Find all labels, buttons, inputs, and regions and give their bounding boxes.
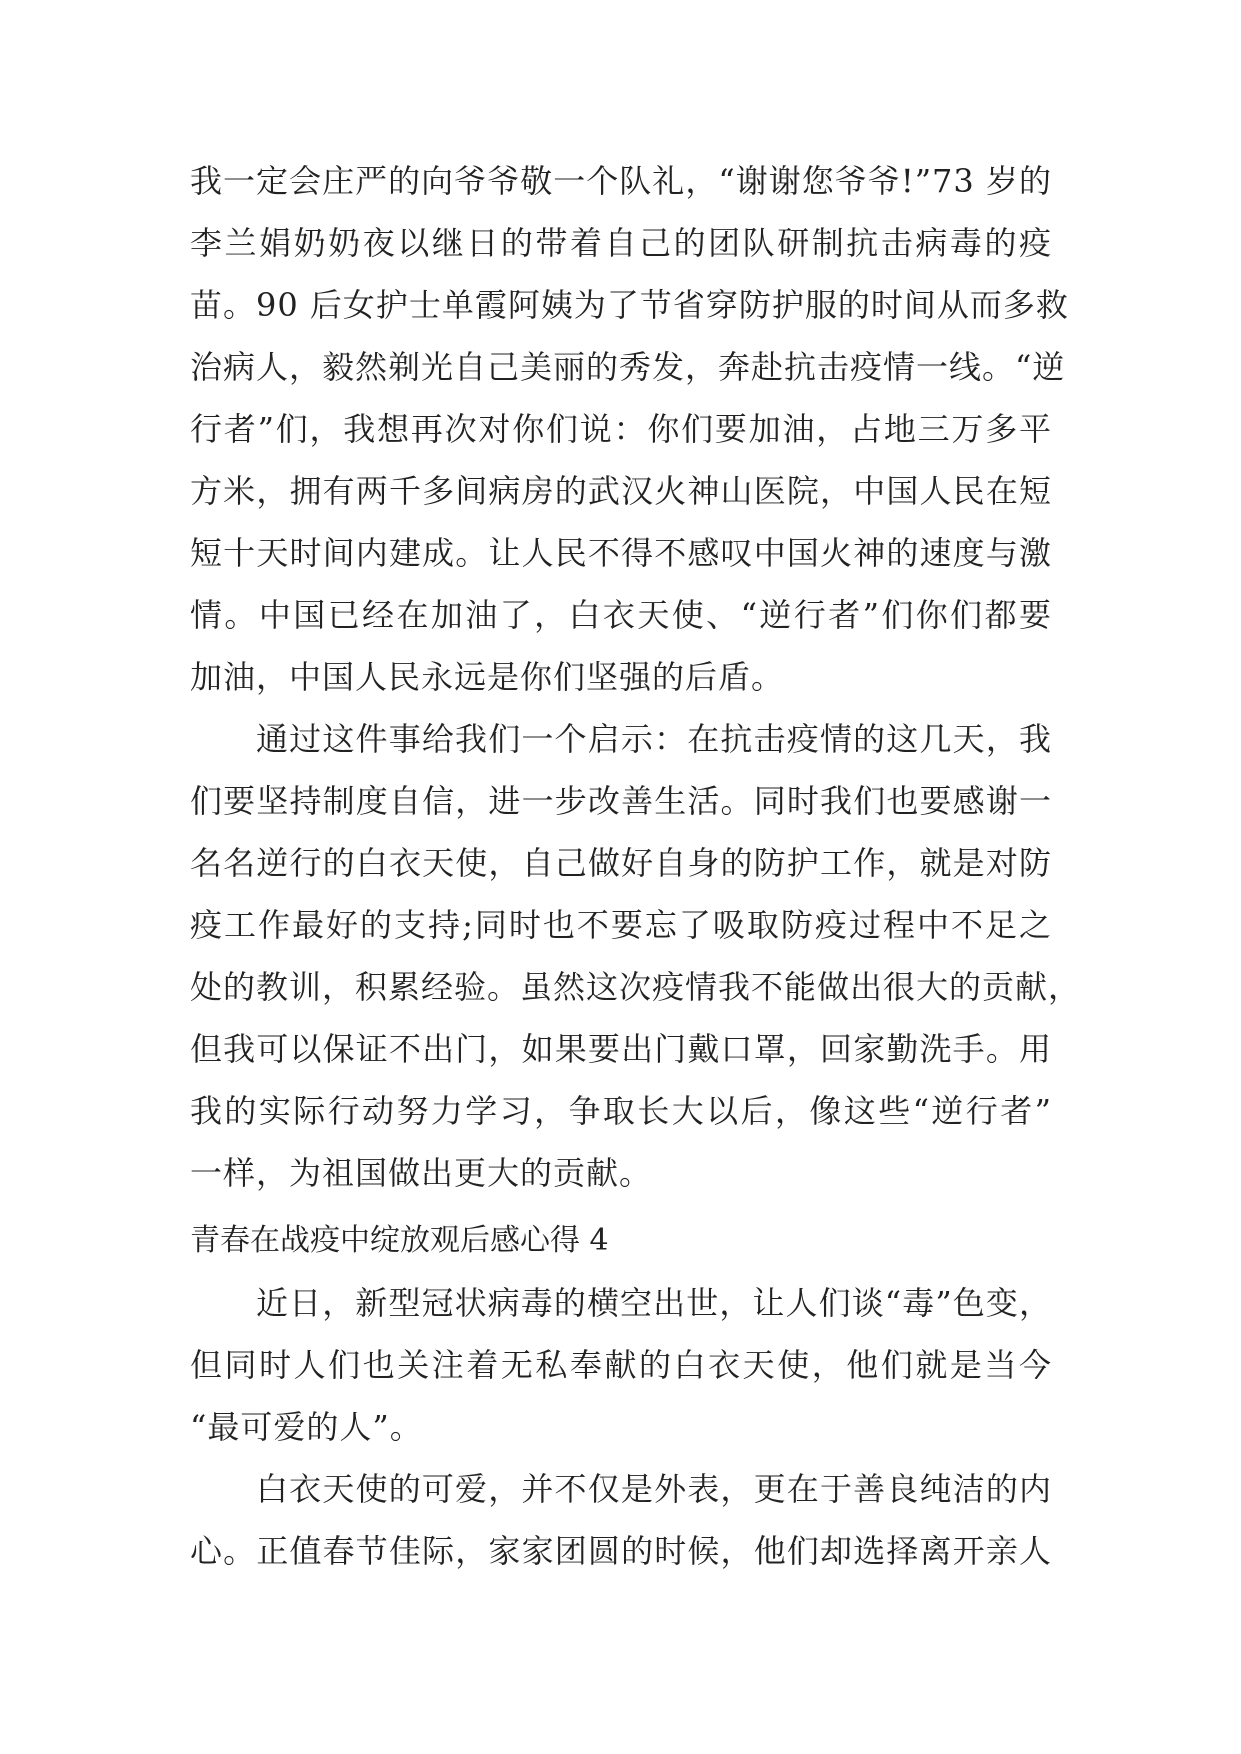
paragraph-line: 我的实际行动努力学习，争取长大以后，像这些“逆行者” <box>190 1092 1052 1130</box>
paragraph-line: 名名逆行的白衣天使，自己做好自身的防护工作，就是对防 <box>190 844 1052 882</box>
paragraph-line: 方米，拥有两千多间病房的武汉火神山医院，中国人民在短 <box>190 472 1052 510</box>
body-text-section-1 <box>190 150 1082 1204</box>
section-title: 青春在战疫中绽放观后感心得 4 <box>190 1223 609 1258</box>
paragraph-line: 们要坚持制度自信，进一步改善生活。同时我们也要感谢一 <box>190 782 1052 820</box>
paragraph-line: 但同时人们也关注着无私奉献的白衣天使，他们就是当今 <box>190 1346 1052 1384</box>
paragraph-line: 李兰娟奶奶夜以继日的带着自己的团队研制抗击病毒的疫 <box>190 224 1052 262</box>
paragraph-line: 短十天时间内建成。让人民不得不感叹中国火神的速度与激 <box>190 534 1052 572</box>
paragraph-line: “最可爱的人”。 <box>190 1408 423 1446</box>
paragraph-line: 苗。90 后女护士单霞阿姨为了节省穿防护服的时间从而多救 <box>190 286 1069 324</box>
paragraph-line: 我一定会庄严的向爷爷敬一个队礼，“谢谢您爷爷!”73 岁的 <box>190 162 1052 200</box>
paragraph-line: 但我可以保证不出门，如果要出门戴口罩，回家勤洗手。用 <box>190 1030 1052 1068</box>
body-text-section-2 <box>190 1272 1052 1582</box>
paragraph-line: 白衣天使的可爱，并不仅是外表，更在于善良纯洁的内 <box>256 1470 1052 1508</box>
paragraph-line: 治病人，毅然剃光自己美丽的秀发，奔赴抗击疫情一线。“逆 <box>190 348 1066 386</box>
paragraph-line: 行者”们，我想再次对你们说：你们要加油，占地三万多平 <box>190 410 1052 448</box>
paragraph-line: 加油，中国人民永远是你们坚强的后盾。 <box>190 658 785 696</box>
paragraph-line: 疫工作最好的支持;同时也不要忘了吸取防疫过程中不足之 <box>190 906 1052 944</box>
paragraph-line: 近日，新型冠状病毒的横空出世，让人们谈“毒”色变， <box>256 1284 1052 1322</box>
paragraph-line: 心。正值春节佳际，家家团圆的时候，他们却选择离开亲人 <box>190 1532 1052 1570</box>
paragraph-line: 处的教训，积累经验。虽然这次疫情我不能做出很大的贡献， <box>190 968 1082 1006</box>
paragraph-line: 情。中国已经在加油了，白衣天使、“逆行者”们你们都要 <box>190 596 1052 634</box>
paragraph-line: 一样，为祖国做出更大的贡献。 <box>190 1154 653 1192</box>
paragraph-line: 通过这件事给我们一个启示：在抗击疫情的这几天，我 <box>256 720 1052 758</box>
